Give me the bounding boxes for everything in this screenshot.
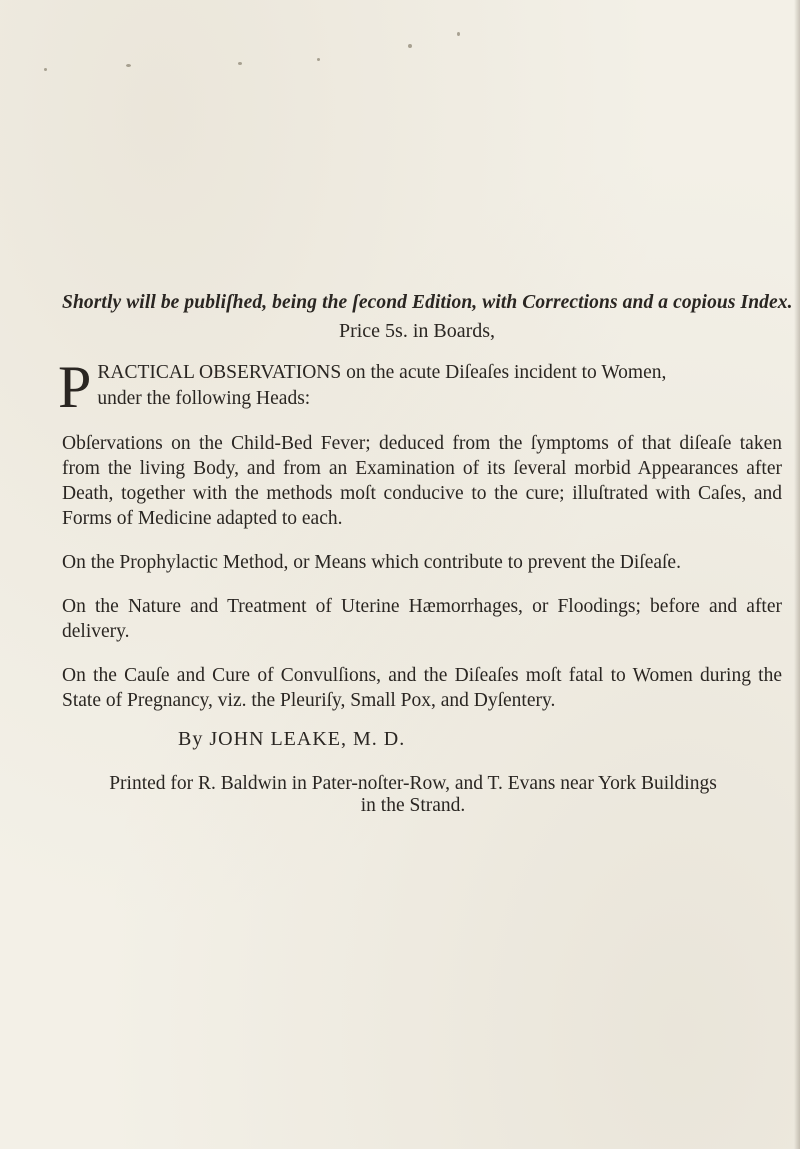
price-line: Price 5s. in Boards, (338, 320, 496, 342)
title-line-1: RACTICAL OBSERVATIONS on the acute Diſeaſes incident to Women, (97, 362, 667, 383)
printer-imprint (62, 773, 792, 817)
printer-line-2: in the Strand. (360, 795, 466, 816)
head-uterine-haemorrhages: On the Nature and Treatment of Uterine Hæmorrhages, or Floodings; before and after delivery. (62, 596, 782, 642)
page-edge-shadow (794, 0, 800, 1149)
printer-line-1: Printed for R. Baldwin in Pater-noſter-Row, and T. Evans near York Buildings (109, 773, 717, 794)
ink-speck (44, 68, 47, 71)
title-line-2: under the following Heads: (97, 388, 311, 409)
announcement: Shortly will be publiſhed, being the ſecond Edition, with Corrections and a copious Index. (62, 292, 793, 313)
head-child-bed-fever: Obſervations on the Child-Bed Fever; deduced from the ſymptoms of that diſeaſe taken from the living Body, and from an Examination of its ſeveral morbid Appearances after Death, together with the methods moſt conducive to the cure; illuſtrated with Caſes, and Forms of Medicine adapted to each. (62, 433, 782, 529)
ink-speck (457, 32, 460, 36)
ink-speck (238, 62, 242, 65)
ink-speck (408, 44, 412, 48)
author-byline: By JOHN LEAKE, M. D. (178, 728, 406, 750)
advertisement (58, 292, 793, 817)
ink-speck (126, 64, 131, 67)
head-prophylactic-method: On the Prophylactic Method, or Means which contribute to prevent the Diſeaſe. (62, 552, 681, 573)
drop-cap: P (58, 354, 92, 420)
book-title (58, 354, 792, 420)
head-convulsions: On the Cauſe and Cure of Convulſions, and the Diſeaſes moſt fatal to Women during the State of Pregnancy, viz. the Pleuriſy, Small Pox, and Dyſentery. (62, 665, 782, 711)
ink-speck (317, 58, 320, 61)
